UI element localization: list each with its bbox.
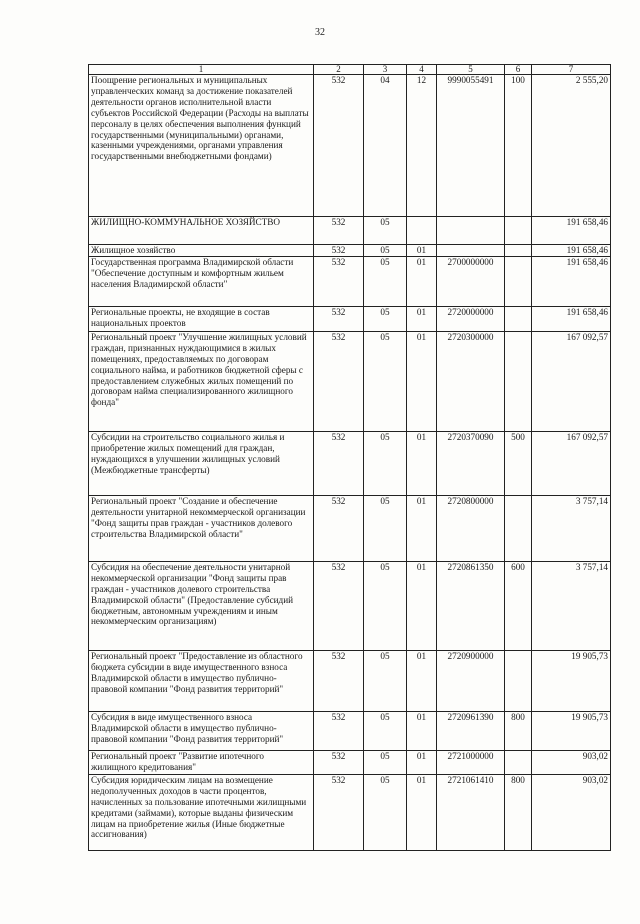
row-gr: 532 xyxy=(314,256,364,306)
row-subsection: 01 xyxy=(407,256,437,306)
table-row xyxy=(89,711,611,750)
row-target-article: 2720370090 xyxy=(437,431,505,495)
header-cell: 4 xyxy=(407,65,437,75)
row-expense-type: 100 xyxy=(505,75,532,217)
row-subsection xyxy=(407,217,437,245)
row-name: Государственная программа Владимирской области "Обеспечение доступным и комфортным жильем населения Владимирской области" xyxy=(89,256,314,306)
row-gr: 532 xyxy=(314,75,364,217)
row-amount: 191 658,46 xyxy=(532,306,611,331)
row-name: Региональный проект "Развитие ипотечного жилищного кредитования" xyxy=(89,750,314,774)
row-subsection: 01 xyxy=(407,306,437,331)
row-gr: 532 xyxy=(314,774,364,850)
row-target-article: 2720000000 xyxy=(437,306,505,331)
row-section: 05 xyxy=(364,650,407,711)
row-section: 05 xyxy=(364,245,407,257)
header-cell: 6 xyxy=(505,65,532,75)
table-row xyxy=(89,774,611,850)
table-row xyxy=(89,217,611,245)
row-section: 05 xyxy=(364,561,407,650)
row-name: ЖИЛИЩНО-КОММУНАЛЬНОЕ ХОЗЯЙСТВО xyxy=(89,217,314,245)
row-name: Региональный проект "Создание и обеспечение деятельности унитарной некоммерческой организации "Фонд защиты прав граждан - участников долевого строительства Владимирской области" xyxy=(89,495,314,561)
row-subsection: 01 xyxy=(407,431,437,495)
row-expense-type xyxy=(505,495,532,561)
row-subsection: 01 xyxy=(407,245,437,257)
header-cell: 5 xyxy=(437,65,505,75)
row-name: Региональный проект "Предоставление из областного бюджета субсидии в виде имущественного взноса Владимирской области в имущество публично-правовой компании "Фонд развития территорий" xyxy=(89,650,314,711)
row-name: Жилищное хозяйство xyxy=(89,245,314,257)
row-subsection: 01 xyxy=(407,774,437,850)
row-expense-type: 800 xyxy=(505,711,532,750)
row-target-article: 2720961390 xyxy=(437,711,505,750)
row-subsection: 12 xyxy=(407,75,437,217)
row-expense-type xyxy=(505,331,532,431)
row-target-article: 2720300000 xyxy=(437,331,505,431)
header-cell: 3 xyxy=(364,65,407,75)
row-expense-type xyxy=(505,750,532,774)
row-amount: 3 757,14 xyxy=(532,495,611,561)
row-target-article: 2721000000 xyxy=(437,750,505,774)
row-target-article xyxy=(437,245,505,257)
row-subsection: 01 xyxy=(407,711,437,750)
row-subsection: 01 xyxy=(407,750,437,774)
row-gr: 532 xyxy=(314,495,364,561)
table-row xyxy=(89,256,611,306)
row-target-article: 2720800000 xyxy=(437,495,505,561)
row-target-article xyxy=(437,217,505,245)
row-gr: 532 xyxy=(314,711,364,750)
row-subsection: 01 xyxy=(407,650,437,711)
row-target-article: 2720900000 xyxy=(437,650,505,711)
row-expense-type xyxy=(505,650,532,711)
row-section: 04 xyxy=(364,75,407,217)
row-subsection: 01 xyxy=(407,331,437,431)
row-expense-type: 800 xyxy=(505,774,532,850)
table-row xyxy=(89,750,611,774)
row-expense-type xyxy=(505,217,532,245)
table-row xyxy=(89,306,611,331)
row-section: 05 xyxy=(364,331,407,431)
row-gr: 532 xyxy=(314,431,364,495)
row-name: Поощрение региональных и муниципальных управленческих команд за достижение показателей деятельности органов исполнительной власти субъектов Российской Федерации (Расходы на выплаты персоналу в целях обеспечения выполнения функций государственными (муниципальными) органами, казенными учреждениями, органами управления государственными внебюджетными фондами) xyxy=(89,75,314,217)
row-amount: 167 092,57 xyxy=(532,431,611,495)
row-gr: 532 xyxy=(314,750,364,774)
row-name: Субсидия юридическим лицам на возмещение недополученных доходов в части процентов, начисленных за пользование ипотечными жилищными кредитами (займами), которые выданы физическим лицам на приобретение жилья (Иные бюджетные ассигнования) xyxy=(89,774,314,850)
row-section: 05 xyxy=(364,217,407,245)
table-row xyxy=(89,331,611,431)
row-gr: 532 xyxy=(314,217,364,245)
row-target-article: 2700000000 xyxy=(437,256,505,306)
row-section: 05 xyxy=(364,750,407,774)
table-row xyxy=(89,245,611,257)
row-subsection: 01 xyxy=(407,561,437,650)
table-row xyxy=(89,650,611,711)
page-number: 32 xyxy=(315,27,325,38)
table-row xyxy=(89,75,611,217)
row-amount: 191 658,46 xyxy=(532,217,611,245)
row-target-article: 2721061410 xyxy=(437,774,505,850)
row-target-article: 9990055491 xyxy=(437,75,505,217)
row-gr: 532 xyxy=(314,245,364,257)
header-cell: 1 xyxy=(89,65,314,75)
row-gr: 532 xyxy=(314,650,364,711)
table-header-row xyxy=(89,65,611,75)
row-expense-type xyxy=(505,306,532,331)
row-amount: 191 658,46 xyxy=(532,245,611,257)
row-name: Субсидия на обеспечение деятельности унитарной некоммерческой организации "Фонд защиты прав граждан - участников долевого строительства Владимирской области" (Предоставление субсидий бюджетным, автономным учреждениям и иным некоммерческим организациям) xyxy=(89,561,314,650)
row-expense-type xyxy=(505,245,532,257)
table-row xyxy=(89,431,611,495)
row-amount: 3 757,14 xyxy=(532,561,611,650)
row-gr: 532 xyxy=(314,331,364,431)
row-amount: 191 658,46 xyxy=(532,256,611,306)
row-expense-type xyxy=(505,256,532,306)
row-gr: 532 xyxy=(314,561,364,650)
row-name: Субсидии на строительство социального жилья и приобретение жилых помещений для граждан, нуждающихся в улучшении жилищных условий (Межбюджетные трансферты) xyxy=(89,431,314,495)
row-section: 05 xyxy=(364,495,407,561)
row-amount: 19 905,73 xyxy=(532,711,611,750)
row-amount: 167 092,57 xyxy=(532,331,611,431)
header-cell: 7 xyxy=(532,65,611,75)
row-section: 05 xyxy=(364,711,407,750)
row-name: Региональные проекты, не входящие в состав национальных проектов xyxy=(89,306,314,331)
row-name: Региональный проект "Улучшение жилищных условий граждан, признанных нуждающимися в жилых помещениях, предоставляемых по договорам социального найма, и работников бюджетной сферы с предоставлением служебных жилых помещений по договорам найма специализированного жилищного фонда" xyxy=(89,331,314,431)
row-expense-type: 500 xyxy=(505,431,532,495)
table-row xyxy=(89,561,611,650)
row-target-article: 2720861350 xyxy=(437,561,505,650)
row-section: 05 xyxy=(364,774,407,850)
row-expense-type: 600 xyxy=(505,561,532,650)
row-section: 05 xyxy=(364,431,407,495)
row-section: 05 xyxy=(364,256,407,306)
row-subsection: 01 xyxy=(407,495,437,561)
table-row xyxy=(89,495,611,561)
row-name: Субсидия в виде имущественного взноса Владимирской области в имущество публично-правовой компании "Фонд развития территорий" xyxy=(89,711,314,750)
row-gr: 532 xyxy=(314,306,364,331)
row-amount: 2 555,20 xyxy=(532,75,611,217)
row-amount: 903,02 xyxy=(532,750,611,774)
header-cell: 2 xyxy=(314,65,364,75)
budget-table xyxy=(88,64,611,851)
row-section: 05 xyxy=(364,306,407,331)
row-amount: 19 905,73 xyxy=(532,650,611,711)
row-amount: 903,02 xyxy=(532,774,611,850)
